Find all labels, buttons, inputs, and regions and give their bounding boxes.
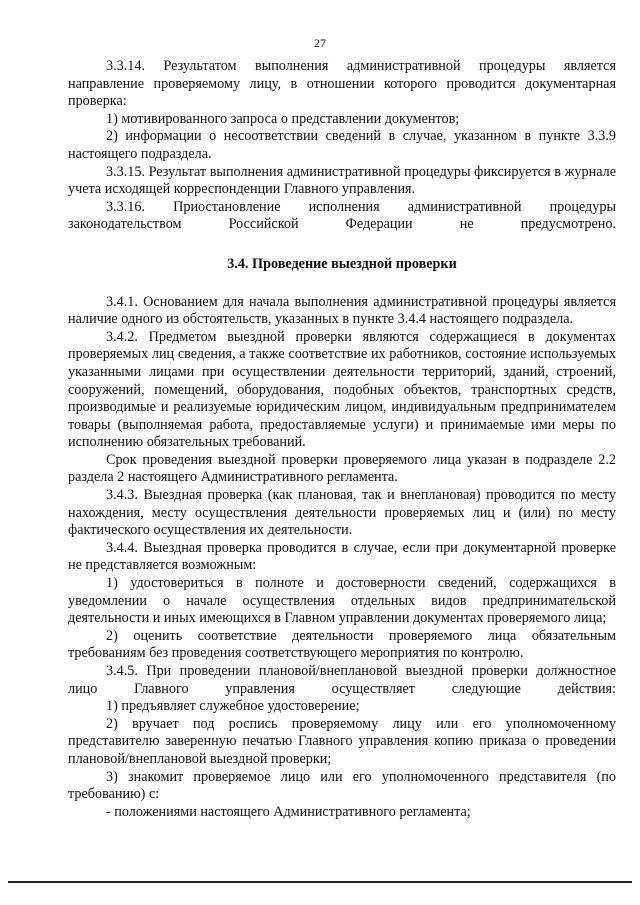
list-item: 2) оценить соответствие деятельности проверяемого лица обязательным требованиям без проведения соответствующего мероприятия по контролю. bbox=[68, 627, 616, 662]
list-item: 1) мотивированного запроса о представлении документов; bbox=[106, 110, 460, 127]
document-body bbox=[68, 58, 616, 821]
paragraph-3-3-16: 3.3.16. Приостановление исполнения административной процедуры законодательством Российской Федерации не предусмотрено. bbox=[68, 198, 616, 233]
list-item: 1) предъявляет служебное удостоверение; bbox=[106, 698, 360, 715]
paragraph-3-4-1: 3.4.1. Основанием для начала выполнения административной процедуры является наличие одного из обстоятельств, указанных в пункте 3.4.4 настоящего подраздела. bbox=[68, 293, 616, 328]
paragraph-3-4-4: 3.4.4. Выездная проверка проводится в случае, если при документарной проверке не представляется возможным: bbox=[68, 539, 616, 574]
paragraph-3-3-15: 3.3.15. Результат выполнения административной процедуры фиксируется в журнале учета исходящей корреспонденции Главного управления. bbox=[68, 163, 616, 198]
section-heading: 3.4. Проведение выездной проверки bbox=[227, 255, 457, 272]
paragraph-term: Срок проведения выездной проверки проверяемого лица указан в подразделе 2.2 раздела 2 настоящего Административного регламента. bbox=[68, 451, 616, 486]
paragraph-3-4-2: 3.4.2. Предметом выездной проверки являются содержащиеся в документах проверяемых лиц сведения, а также соответствие их работников, состояние используемых указанными лицами при осуществлении деятельности территорий, зданий, строений, сооружений, помещений, оборудования, подобных объектов, транспортных средств, производимые и реализуемые юридическим лицом, индивидуальным предпринимателем товары (выполняемая работа, предоставляемые услуги) и принимаемые ими меры по исполнению обязательных требований. bbox=[68, 328, 616, 451]
page-bottom-rule bbox=[8, 881, 632, 883]
list-item: 2) информации о несоответствии сведений в случае, указанном в пункте 3.3.9 настоящего подраздела. bbox=[68, 128, 616, 162]
paragraph-3-3-14: 3.3.14. Результатом выполнения административной процедуры является направление проверяемому лицу, в отношении которого проводится документарная проверка: bbox=[68, 58, 616, 110]
paragraph-3-4-3: 3.4.3. Выездная проверка (как плановая, так и внеплановая) проводится по месту нахождения, месту осуществления деятельности проверяемых лиц и (или) по месту фактического осуществления их деятельности. bbox=[68, 487, 616, 539]
list-item: 1) удостовериться в полноте и достоверности сведений, содержащихся в уведомлении о начале осуществления отдельных видов предпринимательской деятельности и иных имеющихся в Главном управлении документах проверяемого лица; bbox=[68, 575, 616, 627]
page-number: 27 bbox=[314, 36, 326, 50]
paragraph-3-4-5: 3.4.5. При проведении плановой/внеплановой выездной проверки должностное лицо Главного управления осуществляет следующие действия: bbox=[68, 663, 616, 697]
list-item: 2) вручает под роспись проверяемому лицу или его уполномоченному представителю заверенную печатью Главного управления копию приказа о проведении плановой/внеплановой выездной проверки; bbox=[68, 715, 616, 767]
list-item: 3) знакомит проверяемое лицо или его уполномоченного представителя (по требованию) с: bbox=[68, 768, 616, 803]
list-item: - положениями настоящего Административного регламента; bbox=[106, 803, 471, 820]
